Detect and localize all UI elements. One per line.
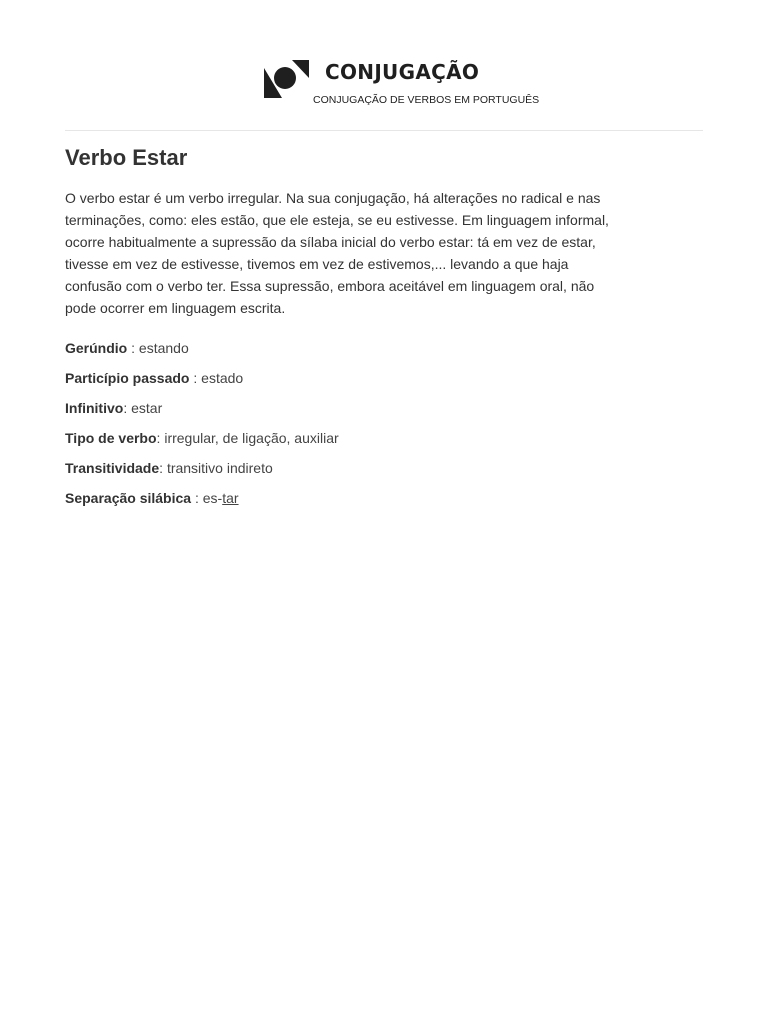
fact-gerund [65,338,625,358]
syllable-label: Separação silábica [65,490,192,506]
transitivity-label: Transitividade [65,460,160,476]
participle-value: estado [201,370,244,386]
fact-verb-type [65,428,625,448]
article [65,143,625,518]
syllable-separator: : [191,490,203,506]
verb-description: O verbo estar é um verbo irregular. Na sua conjugação, há alterações no radical e nas terminações, como: eles estão, que ele esteja, se eu estivesse. Em linguagem informal, ocorre habitualmente a supressão da sílaba inicial do verbo estar: tá em vez de estar, tivesse em vez de estivesse, tivemos em vez de estivemos,... levando a que haja confusão com o verbo ter. Essa supressão, embora aceitável em linguagem oral, não pode ocorrer em linguagem escrita. [65,190,609,316]
gerund-value: estando [138,340,189,356]
brand-subtitle: CONJUGAÇÃO DE VERBOS EM PORTUGUÊS [313,94,540,106]
fact-infinitive [65,398,625,418]
verb-facts [65,338,625,508]
gerund-separator: : [127,340,139,356]
infinitive-value: estar [131,400,163,416]
gerund-label: Gerúndio [65,340,128,356]
verb-type-label: Tipo de verbo [65,430,157,446]
verb-type-value: irregular, de ligação, auxiliar [164,430,339,446]
fact-syllable-separation [65,488,625,508]
participle-label: Particípio passado [65,370,190,386]
page-title: Verbo Estar [65,145,188,170]
site-header [0,0,768,131]
infinitive-label: Infinitivo [65,400,124,416]
home-logo-link[interactable] [264,58,540,108]
transitivity-separator: : [159,460,167,476]
fact-participle [65,368,625,388]
conjugacao-logo-icon [264,58,310,100]
transitivity-value: transitivo indireto [166,460,273,476]
syllable-first: es- [202,490,223,506]
infinitive-separator: : [123,400,132,416]
syllable-tonic: tar [222,490,239,506]
fact-transitivity [65,458,625,478]
brand-title: CONJUGAÇÃO [325,60,480,84]
participle-separator: : [189,370,202,386]
header-divider [65,130,703,131]
verb-type-separator: : [156,430,165,446]
